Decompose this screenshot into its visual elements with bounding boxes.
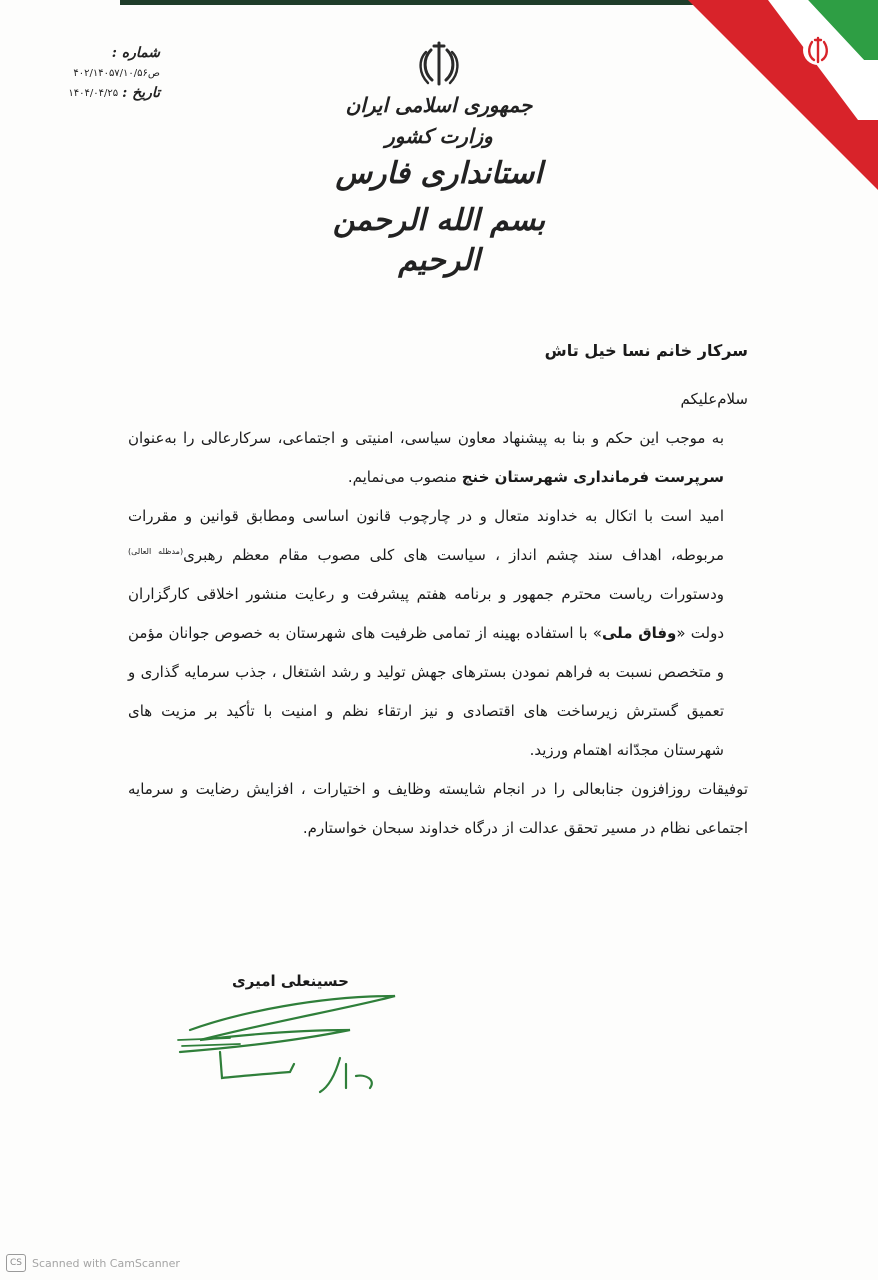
- wefaq-melli-term: وفاق ملی: [601, 623, 677, 642]
- mission-text-start: امید است با اتکال به خداوند متعال و در چارچوب قانون اساسی ومطابق قوانین و مقررات مربوطه، اهداف سند چشم انداز ، سیاست های کلی مصوب مقام معظم رهبری: [128, 506, 724, 564]
- iran-flag-corner: [658, 0, 878, 200]
- letterhead-header: [299, 40, 579, 282]
- scanned-with-text: Scanned with CamScanner: [32, 1256, 180, 1270]
- date-row: [40, 80, 160, 106]
- mission-text-end: » با استفاده بهینه از تمامی ظرفیت های شهرستان به خصوص جوانان مؤمن و متخصص نسبت به فراهم نمودن بسترهای جهش تولید و رشد اشتغال ، جذب سرمایه گذاری و تعمیق گسترش زیرساخت های اقتصادی و نیز ارتقاء نظم و امنیت با تأکید بر مزیت های شهرستان مجدّانه اهتمام ورزید.: [128, 623, 724, 759]
- signature-block: [170, 970, 410, 1100]
- appointment-paragraph: [128, 419, 748, 497]
- number-value-row: [40, 66, 160, 80]
- appointment-position: سرپرست فرمانداری شهرستان خنج: [461, 467, 724, 486]
- closing-paragraph: توفیقات روزافزون جنابعالی را در انجام شایسته وظایف و اختیارات ، افزایش رضایت و سرمایه اجتماعی نظام در مسیر تحقق عدالت از درگاه خداوند سبحان خواستارم.: [128, 779, 748, 837]
- appointment-text-start: به موجب این حکم و بنا به پیشنهاد معاون سیاسی، امنیتی و اجتماعی، سرکارعالی را به‌عنوان: [128, 428, 724, 447]
- reference-box: [40, 40, 160, 106]
- mission-paragraph: [128, 497, 748, 770]
- addressee: سرکار خانم نسا خیل تاش: [544, 341, 748, 360]
- top-edge-bar: [120, 0, 740, 5]
- greeting: سلام‌علیکم: [680, 389, 748, 408]
- mission-text-middle: ودستورات ریاست محترم جمهور و برنامه هفتم پیشرفت و رعایت منشور اخلاقی کارگزاران دولت «: [128, 584, 725, 642]
- number-value: ص۴۰۲/۱۴۰۵۷/۱۰/۵۶: [73, 67, 160, 79]
- ministry-title: وزارت کشور: [385, 124, 493, 148]
- date-label: تاریخ :: [122, 85, 160, 101]
- camscanner-logo-icon: CS: [6, 1254, 26, 1272]
- scanner-watermark: [0, 1252, 200, 1274]
- office-title: استانداری فارس: [335, 156, 543, 191]
- flag-stripes-icon: [658, 0, 878, 200]
- iran-emblem-icon: [417, 40, 461, 88]
- number-row: [40, 40, 160, 66]
- signer-name: حسینعلی امیری: [232, 972, 349, 990]
- number-label: شماره :: [111, 45, 160, 61]
- basmala: بسم الله الرحمن الرحیم: [332, 202, 546, 278]
- tulip-emblem-icon: [803, 35, 833, 65]
- date-value: ۱۴۰۴/۰۴/۲۵: [68, 87, 119, 99]
- appointment-text-end: منصوب می‌نمایم.: [347, 467, 462, 486]
- handwritten-signature: [170, 982, 410, 1102]
- letter-body: [128, 330, 748, 848]
- honorific-superscript: (مدظله العالی): [128, 546, 184, 556]
- republic-title: جمهوری اسلامی ایران: [345, 93, 533, 117]
